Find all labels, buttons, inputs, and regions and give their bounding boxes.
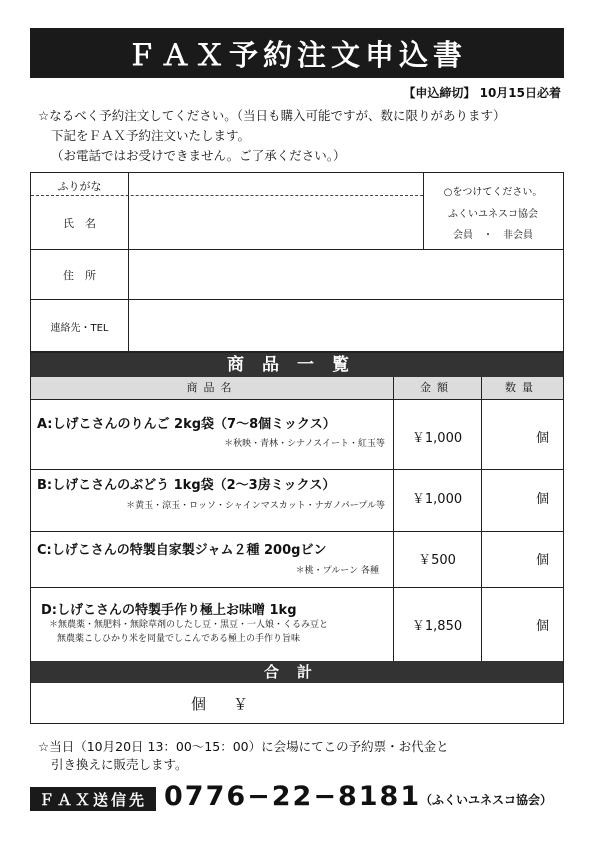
notice-line-1: ☆当日（10月20日 13：00～15：00）に会場にてこの予約票・お代金と [38,739,449,754]
product-note-line2: 無農薬こしひかり米を同量でしこんである極上の手作り旨味 [57,634,301,644]
product-name: C:しげこさんの特製自家製ジャム２種 200gビン [37,543,327,558]
product-unit: 個 [536,492,550,507]
address-label: 住 所 [63,269,96,282]
product-note: ＊無農薬・無肥料・無除草剤のしたし豆・黒豆・一人娘・くるみ豆と [49,620,329,630]
col-price-header: 金額 [420,381,454,394]
product-unit: 個 [536,553,550,568]
product-note: ＊秋映・青林・シナノスイート・紅玉等 [224,439,385,449]
product-price: ￥500 [418,553,456,568]
total-yen: ￥ [233,695,249,713]
name-label: 氏 名 [63,217,96,230]
address-field[interactable] [129,251,562,298]
notice-line-2: 引き換えに販売します。 [51,757,188,772]
product-name: A:しげこさんのりんご 2kg袋（7～8個ミックス） [37,417,336,432]
product-table [30,352,564,724]
product-price: ￥1,850 [411,619,463,634]
notice-text [38,738,449,774]
intro-line-2: 下記をＦＡＸ予約注文いたします。 [51,128,251,143]
intro-line-1: ☆なるべく予約注文してください。（当日も購入可能ですが、数に限りがあります） [38,108,506,123]
deadline-text: 【申込締切】 10月15日必着 [403,86,561,100]
contact-label: 連絡先・TEL [50,323,109,334]
customer-form [30,172,564,352]
intro-text [38,106,505,166]
total-header: 合計 [31,661,563,683]
intro-line-3: （お電話ではお受けできません。ご了承ください。） [51,148,346,163]
product-note: ＊黄玉・涼玉・ロッソ・シャインマスカット・ナガノパープル等 [126,501,385,511]
product-name: D:しげこさんの特製手作り極上お味噌 1kg [41,603,297,618]
product-list-header: 商品一覧 [31,353,563,377]
member-options[interactable]: 会員 ・ 非会員 [453,230,533,241]
fax-number: 0776−22−8181 [164,781,422,812]
furigana-label: ふりがな [57,180,102,193]
col-qty-header: 数量 [505,381,539,394]
total-row[interactable] [31,683,563,723]
product-note: ＊桃・プルーン 各種 [295,566,379,576]
page-title: ＦＡＸ予約注文申込書 [30,28,564,78]
member-note: ○をつけてください。 [443,187,543,198]
product-name: B:しげこさんのぶどう 1kg袋（2～3房ミックス） [37,478,336,493]
product-unit: 個 [536,619,550,634]
column-header-row [31,377,563,400]
product-price: ￥1,000 [411,431,463,446]
contact-field[interactable] [129,301,562,350]
col-name-header: 商品名 [186,381,238,394]
total-unit: 個 [191,695,207,713]
name-field[interactable] [129,197,422,248]
fax-org: （ふくいユネスコ協会） [420,793,553,807]
product-price: ￥1,000 [411,492,463,507]
product-unit: 個 [536,431,550,446]
fax-label: ＦＡＸ送信先 [30,787,156,811]
member-org: ふくいユネスコ協会 [448,209,538,220]
furigana-field[interactable] [129,174,422,194]
